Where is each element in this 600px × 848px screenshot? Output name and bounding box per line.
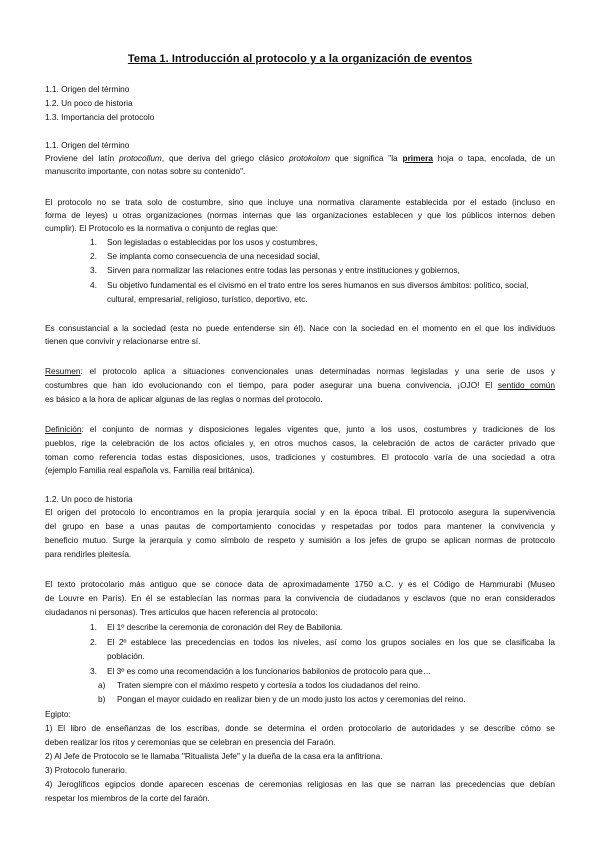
- toc-item: 1.2. Un poco de historia: [45, 98, 133, 108]
- list-number: 3.: [90, 265, 97, 275]
- section-heading: 1.2. Un poco de historia: [45, 494, 133, 504]
- list-number: 4.: [90, 280, 97, 290]
- list-number: 1.: [90, 237, 97, 247]
- document-title: Tema 1. Introducción al protocolo y a la organización de eventos: [127, 53, 473, 65]
- list-number: 3.: [90, 666, 97, 676]
- paragraph-line: beneficio mutuo. Surge la jerarquía y como símbolo de respeto y sumisión a los jefes de grupo se aplican normas de protocolo: [45, 535, 555, 545]
- sublist-letter: a): [98, 680, 106, 690]
- paragraph-line: Definición: el conjunto de normas y disposiciones legales vigentes que, junto a los usos, costumbres y tradiciones de los: [45, 424, 555, 434]
- list-item: Su objetivo fundamental es el civismo en el trato entre los seres humanos en sus diversos ámbitos: político, social,: [107, 280, 529, 290]
- paragraph-line: costumbres que han ido evolucionando con el tiempo, para poder asegurar una buena convivencia. ¡OJO! El sentido común: [45, 380, 555, 390]
- list-number: 1.: [90, 622, 97, 632]
- paragraph-line: (ejemplo Familia real española vs. Familia real británica).: [45, 465, 255, 475]
- sentido-comun: sentido común: [497, 380, 555, 390]
- list-item: Son legisladas o establecidas por los usos y costumbres,: [107, 237, 318, 247]
- paragraph-line: es básico a la hora de aplicar algunas de las reglas o normas del protocolo.: [45, 394, 323, 404]
- sublist-item: Traten siempre con el máximo respeto y cortesía a todos los ciudadanos del reino.: [117, 680, 421, 690]
- paragraph-line: ciudadanos ni personas). Tres artículos que hacen referencia al protocolo:: [45, 607, 318, 617]
- paragraph-line: pueblos, rige la celebración de los actos oficiales y, en otros muchos casos, la celebración de actos de carácter privado que: [45, 438, 555, 448]
- paragraph-line: del grupo en base a unas pautas de comportamiento conocidas y respetadas por todos para mantener la convivencia y: [45, 521, 555, 531]
- paragraph-line: respetar los miembros de la corte del faraón.: [45, 793, 210, 803]
- list-item: Se implanta como consecuencia de una necesidad social,: [107, 251, 321, 261]
- paragraph-line: 2) Al Jefe de Protocolo se le llamaba "Ritualista Jefe" y la dueña de la casa era la anfitriona.: [45, 751, 383, 761]
- sublist-item: Pongan el mayor cuidado en realizar bien y de un modo justo los actos y ceremonias del reino.: [117, 694, 466, 704]
- paragraph-line: manuscrito importante, con notas sobre su contenido".: [45, 166, 246, 176]
- paragraph-line: cumplir). El Protocolo es la normativa o conjunto de reglas que:: [45, 223, 278, 233]
- paragraph-line: deben realizar los ritos y ceremonias que se celebran en presencia del Faraón.: [45, 737, 336, 747]
- list-item: El 2º establece las precedencias en todos los niveles, así como los grupos sociales en los que se clasificaba la: [107, 637, 555, 647]
- paragraph-line: Es consustancial a la sociedad (esta no puede entenderse sin él). Nace con la sociedad en el momento en el que los individuos: [45, 323, 555, 333]
- paragraph-line: El origen del protocolo lo encontramos en la propia jerarquía social y en la época tribal. El protocolo asegura la supervivencia: [45, 507, 555, 517]
- egipto-heading: Egipto:: [45, 709, 71, 719]
- sublist-letter: b): [98, 694, 106, 704]
- list-item: Sirven para normalizar las relaciones entre todas las personas y entre instituciones y gobiernos,: [107, 265, 460, 275]
- paragraph-line: Resumen: el protocolo aplica a situaciones convencionales unas determinadas normas legisladas y una serie de usos y: [45, 366, 555, 376]
- paragraph-line: de Louvre en París). En él se establecían las normas para la convivencia de ciudadanos y esclavos (que no eran considerados: [45, 593, 555, 603]
- paragraph-line: tienen que convivir y relacionarse entre sí.: [45, 336, 201, 346]
- paragraph-line: toman como referencia todas estas disposiciones, usos, tradiciones y costumbres. El protocolo varía de una sociedad a otra: [45, 452, 555, 462]
- toc-item: 1.1. Origen del término: [45, 84, 130, 94]
- paragraph-line: 3) Protocolo funerario.: [45, 765, 128, 775]
- paragraph-line: El protocolo no se trata solo de costumbre, sino que incluye una normativa claramente establecida por el estado (incluso en: [45, 197, 555, 207]
- resumen-label: Resumen: [45, 366, 81, 376]
- paragraph-line: forma de leyes) u otras organizaciones (normas internas que las organizaciones establecen y que los públicos internos deben: [45, 210, 555, 220]
- list-item: El 3º es como una recomendación a los funcionarios babilonios de protocolo para que…: [107, 666, 432, 676]
- section-heading: 1.1. Origen del término: [45, 140, 130, 150]
- definicion-label: Definición: [45, 424, 82, 434]
- paragraph-line: El texto protocolario más antiguo que se conoce data de aproximadamente 1750 a.C. y es el Código de Hammurabi (Museo: [45, 579, 555, 589]
- toc-item: 1.3. Importancia del protocolo: [45, 112, 155, 122]
- paragraph-line: 4) Jeroglíficos egipcios donde aparecen escenas de ceremonias religiosas en las que se narran las precedencias que debían: [45, 779, 555, 789]
- list-item-continuation: cultural, empresarial, religioso, turístico, deportivo, etc.: [107, 294, 308, 304]
- list-number: 2.: [90, 637, 97, 647]
- list-item: El 1º describe la ceremonia de coronación del Rey de Babilonia.: [107, 622, 343, 632]
- paragraph-line: 1) El libro de enseñanzas de los escribas, donde se determina el orden protocolario de autoridades y se describe cómo se: [45, 723, 555, 733]
- paragraph-line: para rendirles pleitesía.: [45, 549, 132, 559]
- list-item-continuation: población.: [107, 651, 145, 661]
- list-number: 2.: [90, 251, 97, 261]
- paragraph-line: Proviene del latín protocollum, que deriva del griego clásico protokolom que significa "la primera hoja o tapa, encolada, de un: [45, 153, 556, 163]
